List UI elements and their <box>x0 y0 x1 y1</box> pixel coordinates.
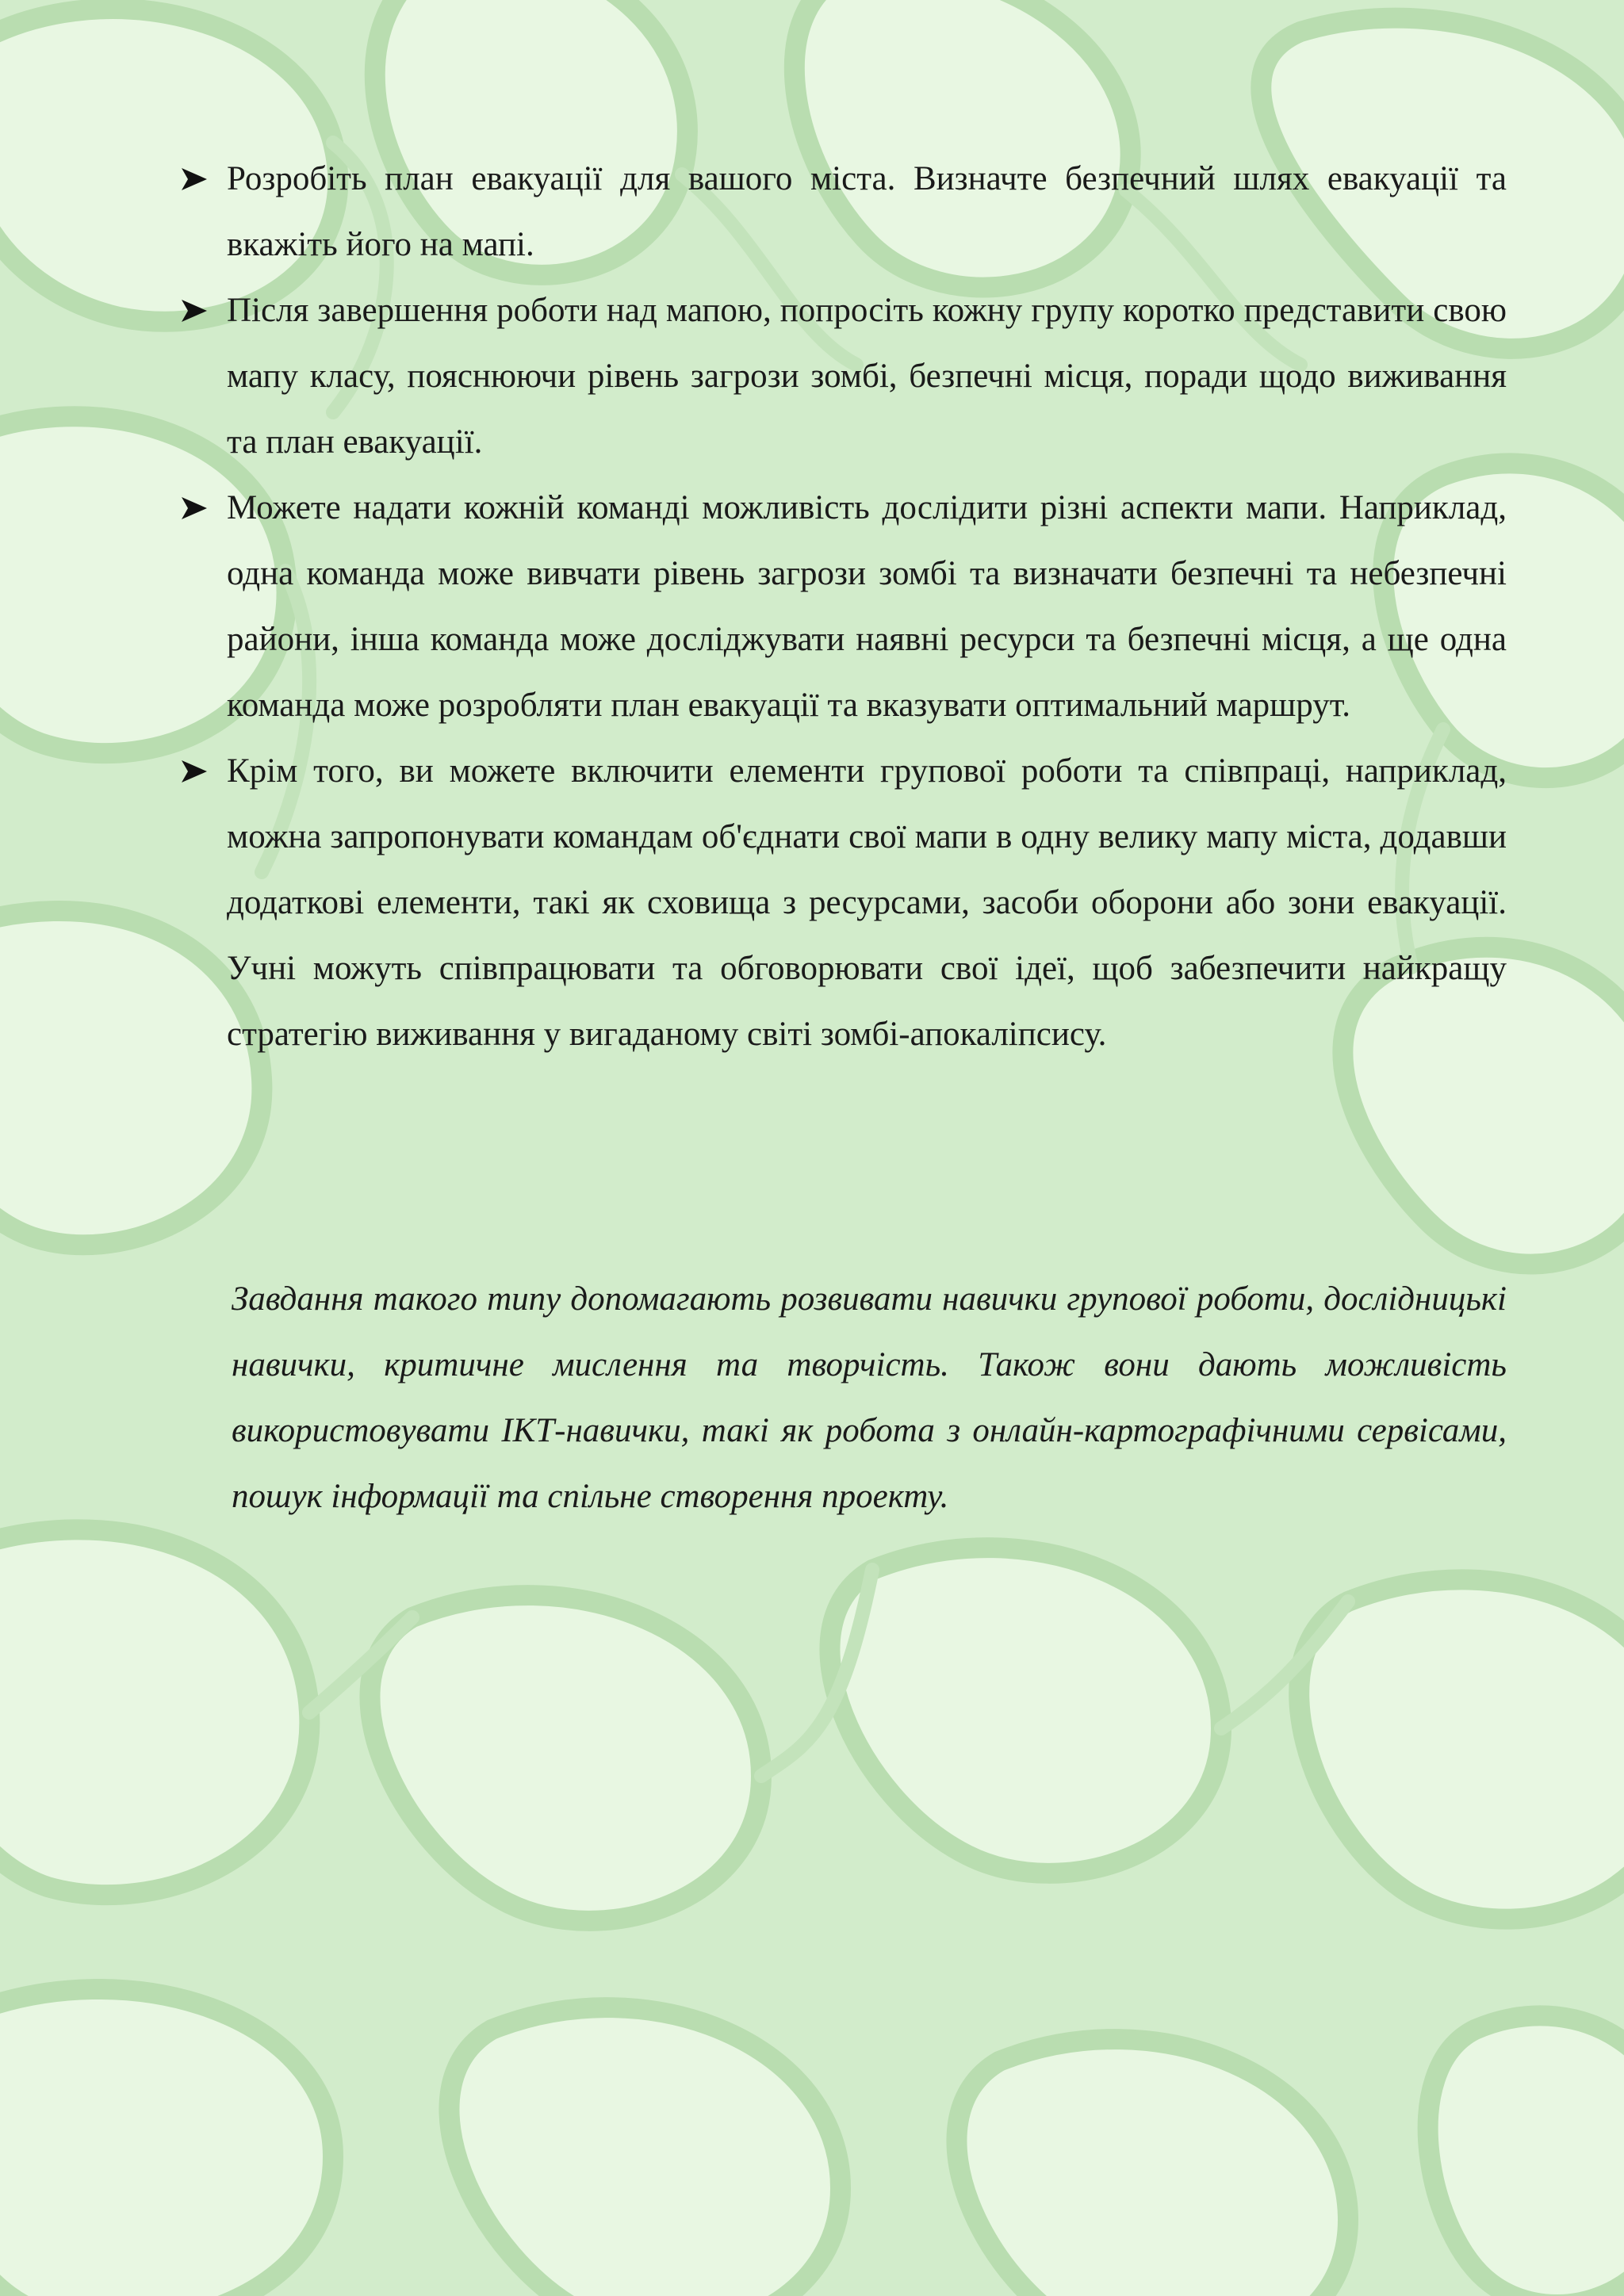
bullet-list <box>181 146 1507 1067</box>
list-item <box>181 738 1507 1067</box>
list-item-text: Можете надати кожній команді можливість дослідити різні аспекти мапи. Наприклад, одна команда може вивчати рівень загрози зомбі та визначати безпечні та небезпечні райони, інша команда може досліджувати наявні ресурси та безпечні місця, а ще одна команда може розробляти план евакуації та вказувати оптимальний маршрут. <box>227 489 1507 724</box>
arrowhead-bullet-icon <box>181 475 213 541</box>
list-item-text: Крім того, ви можете включити елементи групової роботи та співпраці, наприклад, можна запропонувати командам об'єднати свої мапи в одну велику мапу міста, додавши додаткові елементи, такі як сховища з ресурсами, засоби оборони або зони евакуації. Учні можуть співпрацювати та обговорювати свої ідеї, щоб забезпечити найкращу стратегію виживання у вигаданому світі зомбі-апокаліпсису. <box>227 752 1507 1053</box>
list-item-text: Розробіть план евакуації для вашого міста. Визначте безпечний шлях евакуації та вкажіть його на мапі. <box>227 160 1507 263</box>
list-item-text: Після завершення роботи над мапою, попросіть кожну групу коротко представити свою мапу класу, пояснюючи рівень загрози зомбі, безпечні місця, поради щодо виживання та план евакуації. <box>227 292 1507 461</box>
summary-paragraph: Завдання такого типу допомагають розвивати навички групової роботи, дослідницькі навички, критичне мислення та творчість. Також вони дають можливість використовувати ІКТ-навички, такі як робота з онлайн-картографічними сервісами, пошук інформації та спільне створення проекту. <box>232 1280 1507 1515</box>
arrowhead-bullet-icon <box>181 277 213 343</box>
arrowhead-bullet-icon <box>181 738 213 804</box>
arrowhead-bullet-icon <box>181 146 213 212</box>
list-item <box>181 146 1507 277</box>
list-item <box>181 277 1507 475</box>
list-item <box>181 475 1507 738</box>
